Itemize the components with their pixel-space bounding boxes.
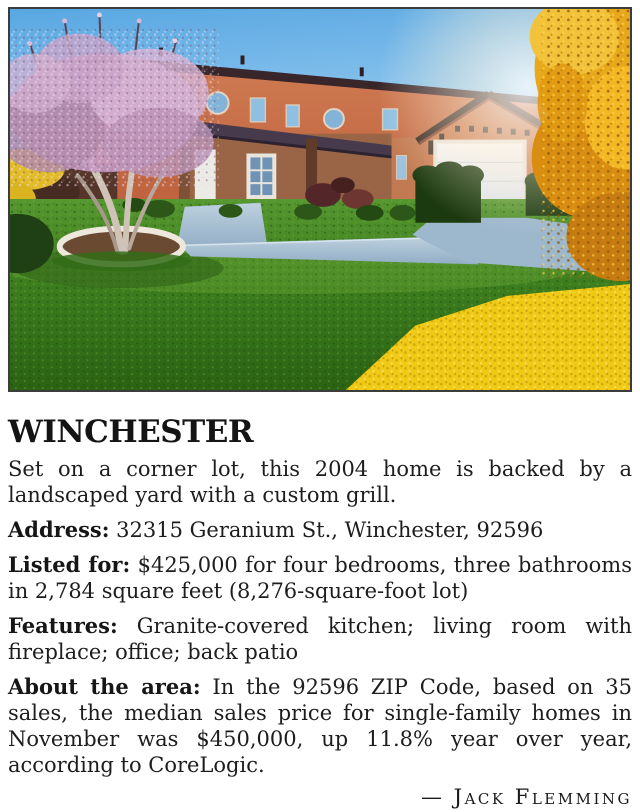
upper-window xyxy=(286,105,299,127)
listing-article xyxy=(8,416,632,809)
about-area-value: In the 92596 ZIP Code, based on 35 sales, the median sales price for single-family homes in November was $450,000, up 11.8% year over year, according to CoreLogic. xyxy=(8,674,632,777)
intro-paragraph xyxy=(8,456,632,508)
address-paragraph xyxy=(8,517,632,543)
about-area-paragraph xyxy=(8,674,632,778)
headline: WINCHESTER xyxy=(8,414,254,450)
byline: — Jack Flemming xyxy=(420,784,632,809)
address-label: Address: xyxy=(8,516,110,542)
features-paragraph xyxy=(8,613,632,665)
listed-for-paragraph xyxy=(8,552,632,604)
round-window xyxy=(324,109,344,129)
address-value: 32315 Geranium St., Winchester, 92596 xyxy=(116,517,544,542)
listing-photo xyxy=(8,7,632,392)
autumn-tree xyxy=(530,9,630,281)
listing-photo-illustration xyxy=(10,9,630,390)
features-value: Granite-covered kitchen; living room with fireplace; office; back patio xyxy=(8,613,632,664)
upper-window xyxy=(250,98,265,122)
features-label: Features: xyxy=(8,612,118,638)
about-area-label: About the area: xyxy=(8,673,201,699)
listed-for-label: Listed for: xyxy=(8,551,131,577)
blossom-tree xyxy=(10,12,219,187)
intro-text: Set on a corner lot, this 2004 home is backed by a landscaped yard with a custom grill. xyxy=(8,456,632,507)
listed-for-value: $425,000 for four bedrooms, three bathrooms in 2,784 square feet (8,276-square-foot lot) xyxy=(8,552,632,603)
